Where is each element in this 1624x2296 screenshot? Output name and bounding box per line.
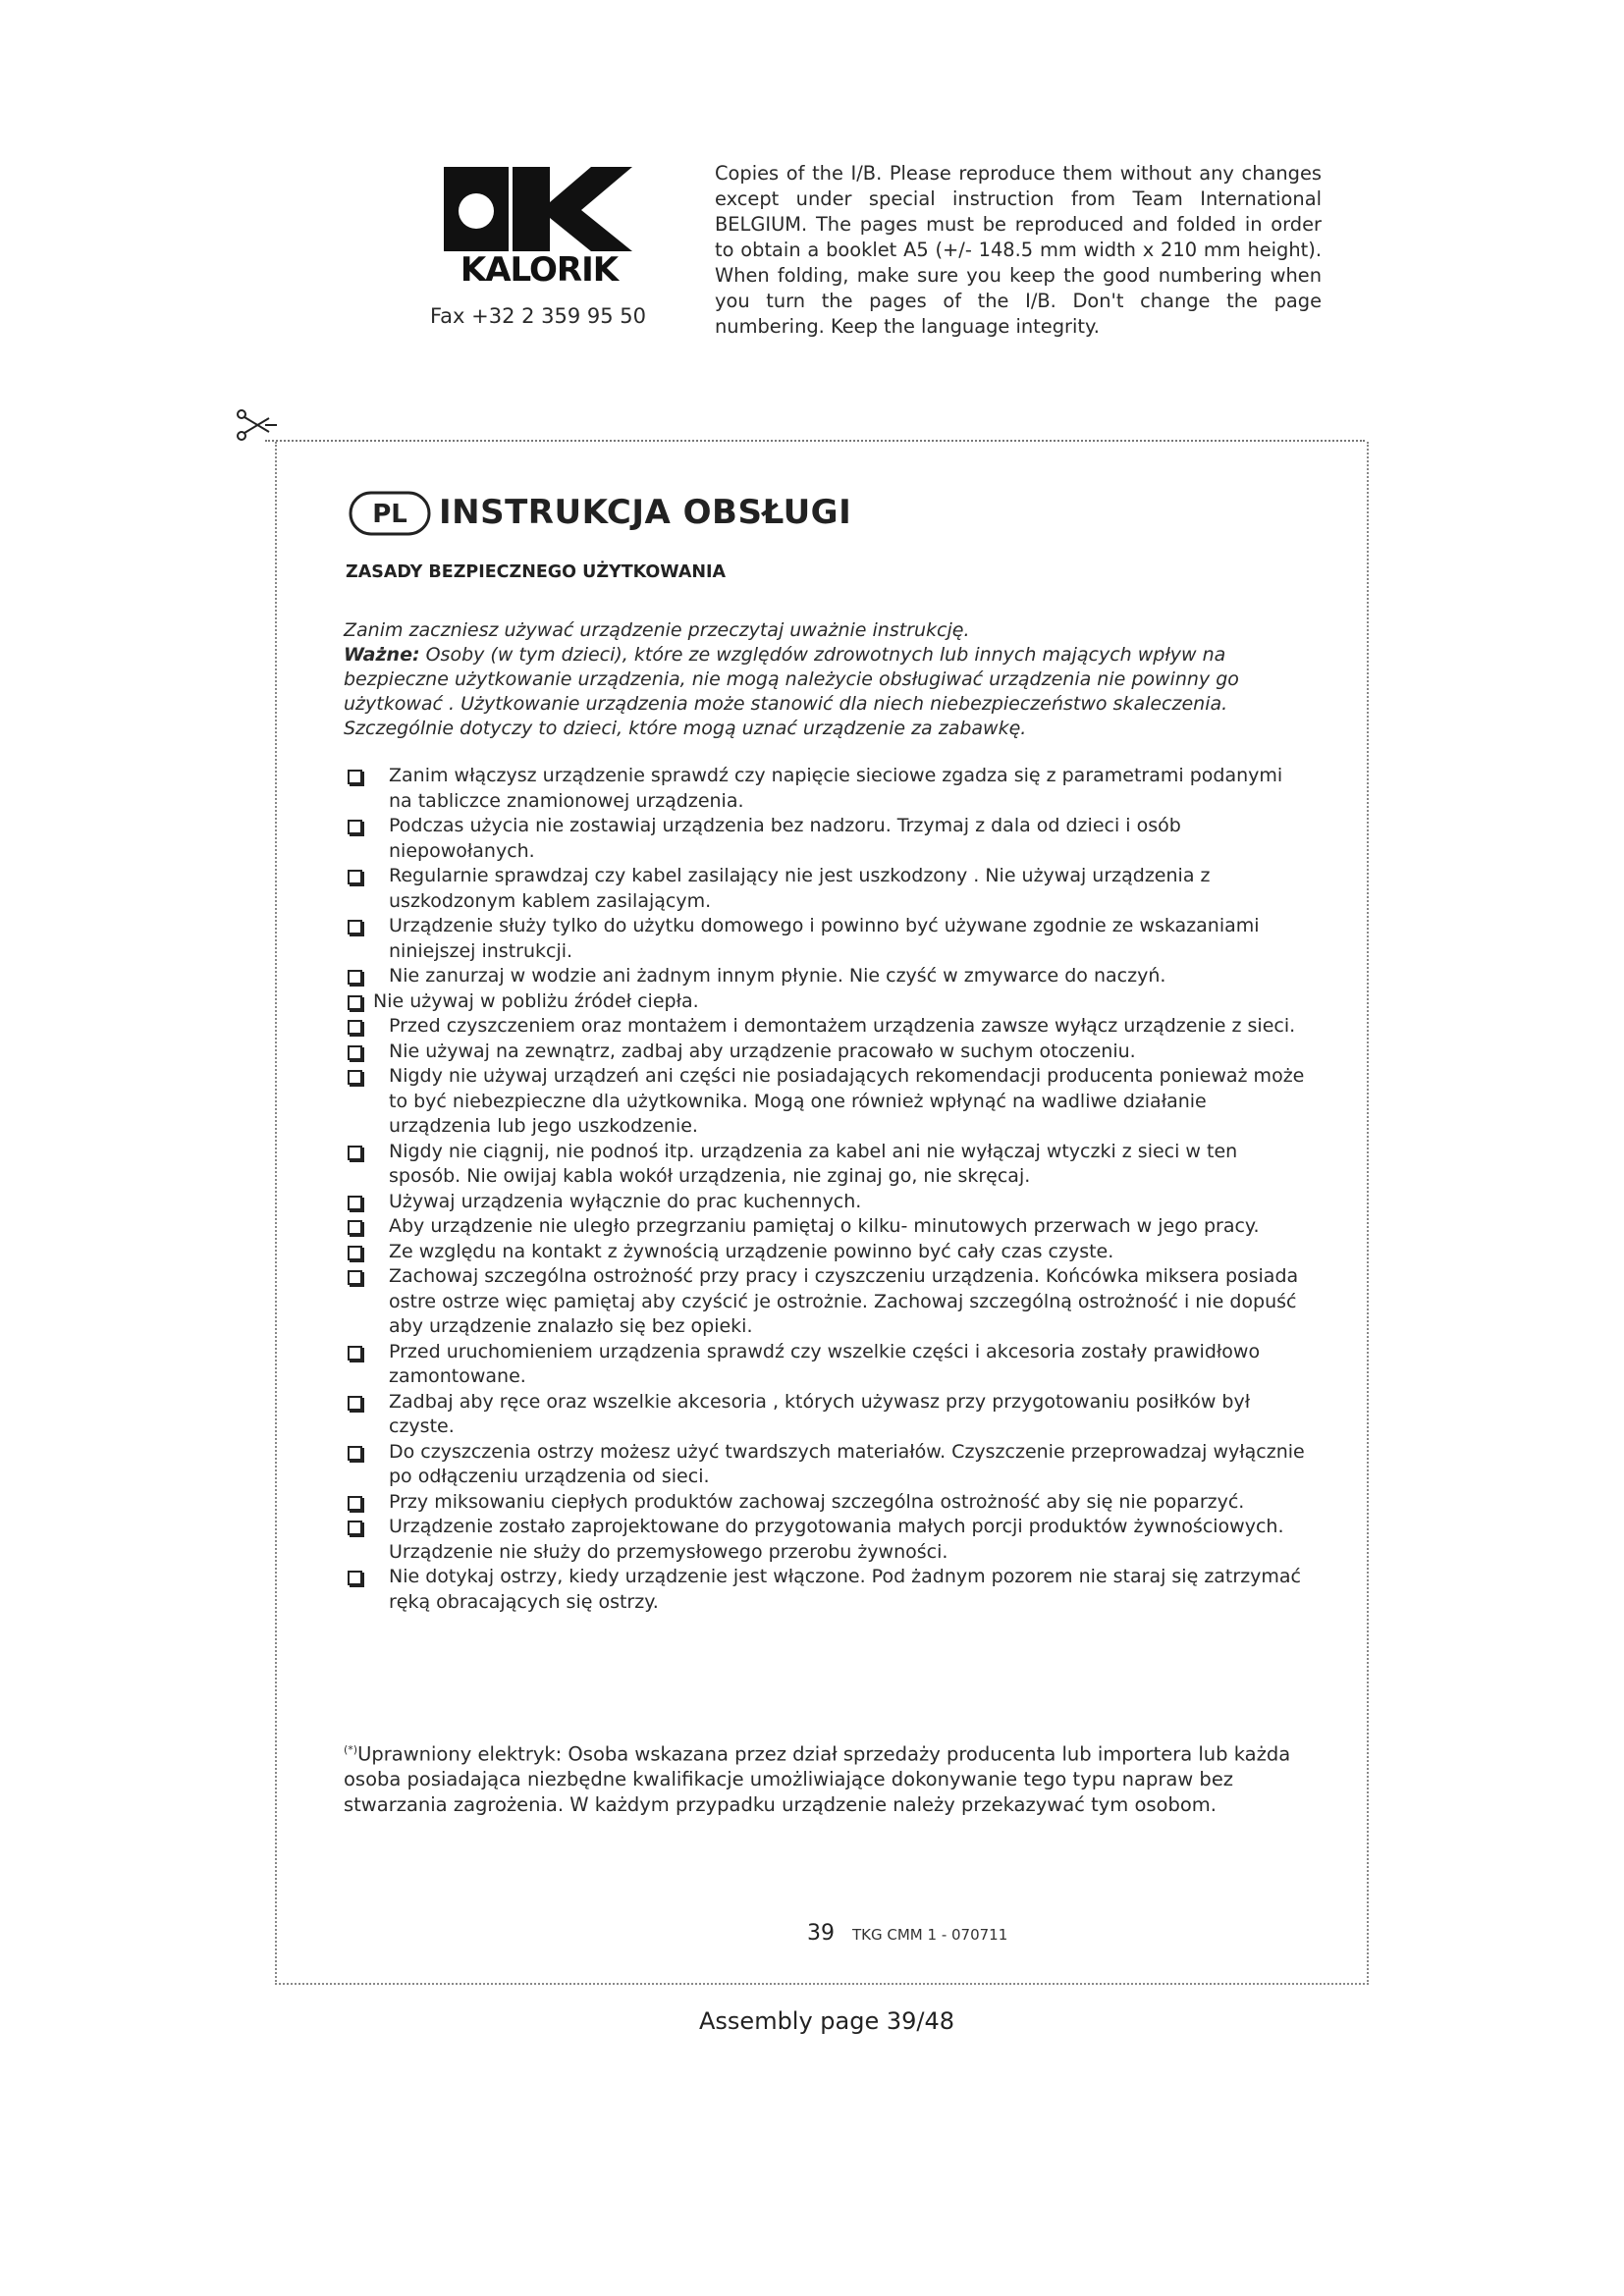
list-item-text: Zanim włączysz urządzenie sprawdź czy napięcie sieciowe zgadza się z parametrami podanymi na tabliczce znamionowej urządzenia.	[389, 765, 1283, 812]
document-reference: TKG CMM 1 - 070711	[852, 1926, 1008, 1944]
list-item	[344, 1240, 1306, 1265]
list-item	[344, 1190, 1306, 1215]
important-label: Ważne:	[344, 644, 420, 666]
assembly-page-label: Assembly page 39/48	[699, 2007, 955, 2035]
checkbox-bullet-icon	[348, 870, 362, 884]
list-item	[344, 864, 1306, 914]
scissors-icon	[236, 408, 277, 444]
section-title: INSTRUKCJA OBSŁUGI	[439, 493, 852, 532]
page-number: 39	[807, 1921, 835, 1946]
list-item-text: Urządzenie służy tylko do użytku domowego i powinno być używane zgodnie ze wskazaniami niniejszej instrukcji.	[389, 915, 1260, 962]
list-item	[344, 1340, 1306, 1390]
list-item	[344, 1565, 1306, 1615]
list-item	[344, 1264, 1306, 1340]
checkbox-bullet-icon	[348, 1220, 362, 1235]
list-item-text: Do czyszczenia ostrzy możesz użyć twardszych materiałów. Czyszczenie przeprowadzaj wyłącznie po odłączeniu urządzenia od sieci.	[389, 1440, 1305, 1487]
list-item	[344, 1040, 1306, 1065]
list-item-text: Nie używaj na zewnątrz, zadbaj aby urządzenie pracowało w suchym otoczeniu.	[389, 1040, 1136, 1062]
intro-line: Zanim zaczniesz używać urządzenie przeczytaj uważnie instrukcję.	[344, 619, 970, 641]
list-item	[344, 814, 1306, 864]
list-item-text: Nie zanurzaj w wodzie ani żadnym innym płynie. Nie czyść w zmywarce do naczyń.	[389, 965, 1166, 987]
list-item	[344, 1390, 1306, 1440]
kalorik-logo	[444, 167, 635, 285]
list-item	[344, 1440, 1306, 1490]
list-item	[344, 1490, 1306, 1516]
checkbox-bullet-icon	[348, 970, 362, 985]
list-item	[344, 1214, 1306, 1240]
checkbox-bullet-icon	[348, 1270, 362, 1285]
list-item-text: Zadbaj aby ręce oraz wszelkie akcesoria , których używasz przy przygotowaniu posiłków był czyste.	[389, 1390, 1251, 1437]
footnote-marker: (*)	[344, 1743, 358, 1756]
list-item-text: Nigdy nie ciągnij, nie podnoś itp. urządzenia za kabel ani nie wyłączaj wtyczki z sieci w ten sposób. Nie owijaj kabla wokół urządzenia, nie zginaj go, nie skręcaj.	[389, 1140, 1238, 1187]
list-item-text: Używaj urządzenia wyłącznie do prac kuchennych.	[389, 1190, 862, 1212]
checkbox-bullet-icon	[348, 1146, 362, 1160]
checkbox-bullet-icon	[348, 1571, 362, 1585]
svg-text:KALORIK: KALORIK	[460, 250, 619, 285]
list-item-text: Przed uruchomieniem urządzenia sprawdź czy wszelkie części i akcesoria zostały prawidłowo zamontowane.	[389, 1340, 1261, 1387]
list-item-text: Podczas użycia nie zostawiaj urządzenia bez nadzoru. Trzymaj z dala od dzieci i osób niepowołanych.	[389, 815, 1181, 862]
list-item-text: Nie używaj w pobliżu źródeł ciepła.	[373, 989, 699, 1012]
list-item-text: Zachowaj szczególna ostrożność przy pracy i czyszczeniu urządzenia. Końcówka miksera posiada ostre ostrze więc pamiętaj aby czyścić je ostrożnie. Zachowaj szczególną ostrożność i nie dopuść aby urządzenie znalazło się bez opieki.	[389, 1265, 1299, 1337]
reproduction-note: Copies of the I/B. Please reproduce them without any changes except under special instruction from Team International BELGIUM. The pages must be reproduced and folded in order to obtain a booklet A5 (+/- 148.5 mm width x 210 mm height). When folding, make sure you keep the good numbering when you turn the pages of the I/B. Don't change the page numbering. Keep the language integrity.	[715, 162, 1322, 338]
list-item	[344, 1140, 1306, 1190]
checkbox-bullet-icon	[348, 1346, 362, 1361]
list-item	[344, 1014, 1306, 1040]
language-badge-label: PL	[372, 500, 407, 529]
checkbox-bullet-icon	[348, 1246, 362, 1260]
checkbox-bullet-icon	[348, 1196, 362, 1210]
fax-number: Fax +32 2 359 95 50	[430, 304, 647, 328]
checkbox-bullet-icon	[348, 995, 362, 1010]
safety-rules-list	[344, 764, 1306, 1615]
checkbox-bullet-icon	[348, 770, 362, 784]
list-item	[344, 914, 1306, 964]
checkbox-bullet-icon	[348, 1496, 362, 1511]
checkbox-bullet-icon	[348, 1446, 362, 1461]
list-item-text: Nigdy nie używaj urządzeń ani części nie posiadających rekomendacji producenta ponieważ może to być niebezpieczne dla użytkownika. Mogą one również wpłynąć na wadliwe działanie urządzenia lub jego uszkodzenie.	[389, 1065, 1305, 1137]
footnote-text: Uprawniony elektryk: Osoba wskazana przez dział sprzedaży producenta lub importera lub każda osoba posiadająca niezbędne kwalifikacje umożliwiające dokonywanie tego typu napraw bez stwarzania zagrożenia. W każdym przypadku urządzenie należy przekazywać tym osobom.	[344, 1742, 1291, 1816]
list-item	[344, 964, 1306, 989]
list-item-text: Przy miksowaniu ciepłych produktów zachowaj szczególna ostrożność aby się nie poparzyć.	[389, 1490, 1245, 1513]
checkbox-bullet-icon	[348, 920, 362, 934]
safety-subheading: ZASADY BEZPIECZNEGO UŻYTKOWANIA	[346, 562, 727, 582]
intro-text	[344, 618, 1296, 741]
list-item-text: Urządzenie zostało zaprojektowane do przygotowania małych porcji produktów żywnościowych. Urządzenie nie służy do przemysłowego przerobu żywności.	[389, 1516, 1284, 1563]
checkbox-bullet-icon	[348, 1396, 362, 1411]
important-text: Osoby (w tym dzieci), które ze względów zdrowotnych lub innych mających wpływ na bezpieczne użytkowanie urządzenia, nie mogą należycie obsługiwać urządzenia nie powinny go użytkować . Użytkowanie urządzenia może stanowić dla niech niebezpieczeństwo skaleczenia. Szczególnie dotyczy to dzieci, które mogą uznać urządzenie za zabawkę.	[344, 644, 1239, 739]
checkbox-bullet-icon	[348, 820, 362, 834]
list-item	[344, 1515, 1306, 1565]
important-paragraph	[344, 643, 1296, 741]
list-item-text: Regularnie sprawdzaj czy kabel zasilający nie jest uszkodzony . Nie używaj urządzenia z uszkodzonym kablem zasilającym.	[389, 865, 1211, 912]
list-item-text: Nie dotykaj ostrzy, kiedy urządzenie jest włączone. Pod żadnym pozorem nie staraj się zatrzymać ręką obracających się ostrzy.	[389, 1566, 1302, 1613]
list-item-text: Ze względu na kontakt z żywnością urządzenie powinno być cały czas czyste.	[389, 1240, 1114, 1262]
list-item	[344, 764, 1306, 814]
language-badge	[349, 491, 431, 536]
list-item-text: Przed czyszczeniem oraz montażem i demontażem urządzenia zawsze wyłącz urządzenie z sieci.	[389, 1015, 1296, 1037]
checkbox-bullet-icon	[348, 1045, 362, 1060]
list-item-text: Aby urządzenie nie uległo przegrzaniu pamiętaj o kilku- minutowych przerwach w jego pracy.	[389, 1215, 1260, 1237]
checkbox-bullet-icon	[348, 1070, 362, 1085]
checkbox-bullet-icon	[348, 1020, 362, 1035]
checkbox-bullet-icon	[348, 1521, 362, 1535]
list-item	[344, 989, 1306, 1015]
list-item	[344, 1064, 1306, 1140]
footnote	[344, 1737, 1301, 1817]
